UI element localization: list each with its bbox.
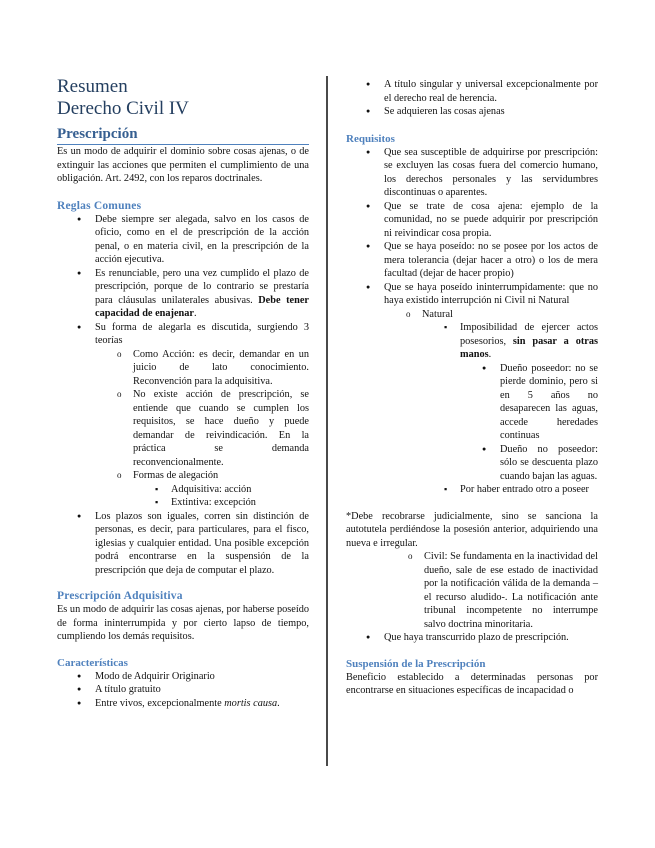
right-column xyxy=(346,78,598,698)
list-item: ● Que sea susceptible de adquirirse por prescripción: se excluyen las cosas fuera del comercio humano, los derechos personales y las servidumbres discontinuas o aparentes. xyxy=(346,146,598,200)
list-item: ● Dueño poseedor: no se pierde dominio, pero si en 5 años no desaparecen las aguas, accede heredades continuas xyxy=(500,362,598,443)
list-item: ● Que haya transcurrido plazo de prescripción. xyxy=(346,631,598,645)
requisitos-note: *Debe recobrarse judicialmente, sino se sanciona la autotutela perdiéndose la posesión anterior, adquiriendo una nueva e irregular. xyxy=(346,510,598,549)
document-title-line2: Derecho Civil IV xyxy=(57,98,189,119)
list-item: ▪ Imposibilidad de ejercer actos posesorios, sin pasar a otras manos. ● Dueño poseedor: no se pierde dominio, pero si en 5 años no desaparecen las aguas, accede heredades continuas ● Dueño no poseedor: sólo se descuenta plazo cuando bajan las aguas. xyxy=(460,321,598,483)
list-item: ● Entre vivos, excepcionalmente mortis causa. xyxy=(57,697,309,711)
reglas-list xyxy=(57,213,309,578)
list-item: ▪ Por haber entrado otro a poseer xyxy=(460,483,598,497)
list-item: ● Que se haya poseído: no se posee por los actos de mera tolerancia (dejar hacer a otro) o los de mera facultad (dejar de hacer propio) xyxy=(346,240,598,281)
adquisitiva-heading: Prescripción Adquisitiva xyxy=(57,590,183,602)
list-item: o Civil: Se fundamenta en la inactividad del dueño, sale de ese estado de inactividad por la notificación válida de la demanda –el recurso aludido-. La notificación ante tribunal incompetente no interrumpe salvo doctrina minoritaria. xyxy=(424,550,598,631)
list-item: o Natural ▪ Imposibilidad de ejercer actos posesorios, sin pasar a otras manos. ● Dueño poseedor: no se pierde dominio, pero si en 5 años no desaparecen las aguas, accede heredades continuas ● Dueño no poseedor: sólo se descuenta plazo cuando bajan las aguas. ▪ Por haber entrado otro a poseer xyxy=(422,308,598,497)
requisitos-heading: Requisitos xyxy=(346,132,395,145)
left-column xyxy=(57,76,309,710)
list-item: o Formas de alegación ▪ Adquisitiva: acción ▪ Extintiva: excepción xyxy=(133,469,309,510)
list-item: ● A título gratuito xyxy=(57,683,309,697)
list-item: ● Dueño no poseedor: sólo se descuenta plazo cuando bajan las aguas. xyxy=(500,443,598,484)
list-item: ● Que se trate de cosa ajena: ejemplo de la comunidad, no se puede adquirir por prescripción ni reivindicar cosa propia. xyxy=(346,200,598,241)
reglas-heading: Reglas Comunes xyxy=(57,199,142,212)
list-item: ● Su forma de alegarla es discutida, surgiendo 3 teorías o Como Acción: es decir, demandar en un juicio de lato conocimiento. Reconvención para la adquisitiva. o No existe acción de prescripción, se entiende que cuando se cumplen los requisitos, se hace dueño y puede demandar de reivindicación. En la práctica se demanda reconvencionalmente. o Formas de alegación ▪ Adquisitiva: acción ▪ Extintiva: excepción xyxy=(57,321,309,510)
caracteristicas-heading: Características xyxy=(57,656,128,669)
suspension-text: Beneficio establecido a determinadas personas por encontrarse en situaciones específicas de incapacidad o xyxy=(346,671,598,696)
document-title-line1: Resumen xyxy=(57,76,128,97)
list-item: ● Los plazos son iguales, corren sin distinción de personas, es decir, para particulares, para el fisco, iglesias y cualquier entidad. Una posible excepción podrá encontrarse en la suspensión de la prescripción que deja de computar el plazo. xyxy=(57,510,309,578)
prescripcion-heading: Prescripción xyxy=(57,126,309,145)
list-item: ● Que se haya poseído ininterrumpidamente: que no haya existido interrupción ni Civil ni Natural o Natural ▪ Imposibilidad de ejercer actos posesorios, sin pasar a otras manos. ● Dueño poseedor: no se pierde dominio, pero si en 5 años no desaparecen las aguas, accede heredades continuas ● Dueño no poseedor: sólo se descuenta plazo cuando bajan las aguas. ▪ Por haber entrado otro a poseer xyxy=(346,281,598,497)
caracteristicas-list xyxy=(57,670,309,711)
requisitos-list xyxy=(346,146,598,497)
list-item: o No existe acción de prescripción, se entiende que cuando se cumplen los requisitos, se hace dueño y puede demandar de reivindicación. En la práctica se demanda reconvencionalmente. xyxy=(133,388,309,469)
list-item: ▪ Extintiva: excepción xyxy=(171,496,309,510)
prescripcion-definition: Es un modo de adquirir el dominio sobre cosas ajenas, o de extinguir las acciones que permiten el cumplimiento de una obligación. Art. 2492, con los reparos doctrinales. xyxy=(57,146,309,184)
caracteristicas-list-continued xyxy=(346,78,598,119)
list-item: o Como Acción: es decir, demandar en un juicio de lato conocimiento. Reconvención para la adquisitiva. xyxy=(133,348,309,389)
adquisitiva-definition: Es un modo de adquirir las cosas ajenas, por haberse poseído de forma ininterrumpida y por cierto lapso de tiempo, cumpliendo los demás requisitos. xyxy=(57,604,309,642)
list-item: ● Es renunciable, pero una vez cumplido el plazo de prescripción, porque de lo contrario se prestaría para cláusulas unilaterales abusivas. Debe tener capacidad de enajenar. xyxy=(57,267,309,321)
list-item: ▪ Adquisitiva: acción xyxy=(171,483,309,497)
column-divider xyxy=(326,76,328,766)
list-item: ● Modo de Adquirir Originario xyxy=(57,670,309,684)
list-item: ● Se adquieren las cosas ajenas xyxy=(346,105,598,119)
list-item: ● A título singular y universal excepcionalmente por el derecho real de herencia. xyxy=(346,78,598,105)
suspension-heading: Suspensión de la Prescripción xyxy=(346,657,486,670)
list-item: ● Debe siempre ser alegada, salvo en los casos de oficio, como en el de prescripción de la acción penal, o en materia civil, en la prescripción de la acción ejecutiva. xyxy=(57,213,309,267)
